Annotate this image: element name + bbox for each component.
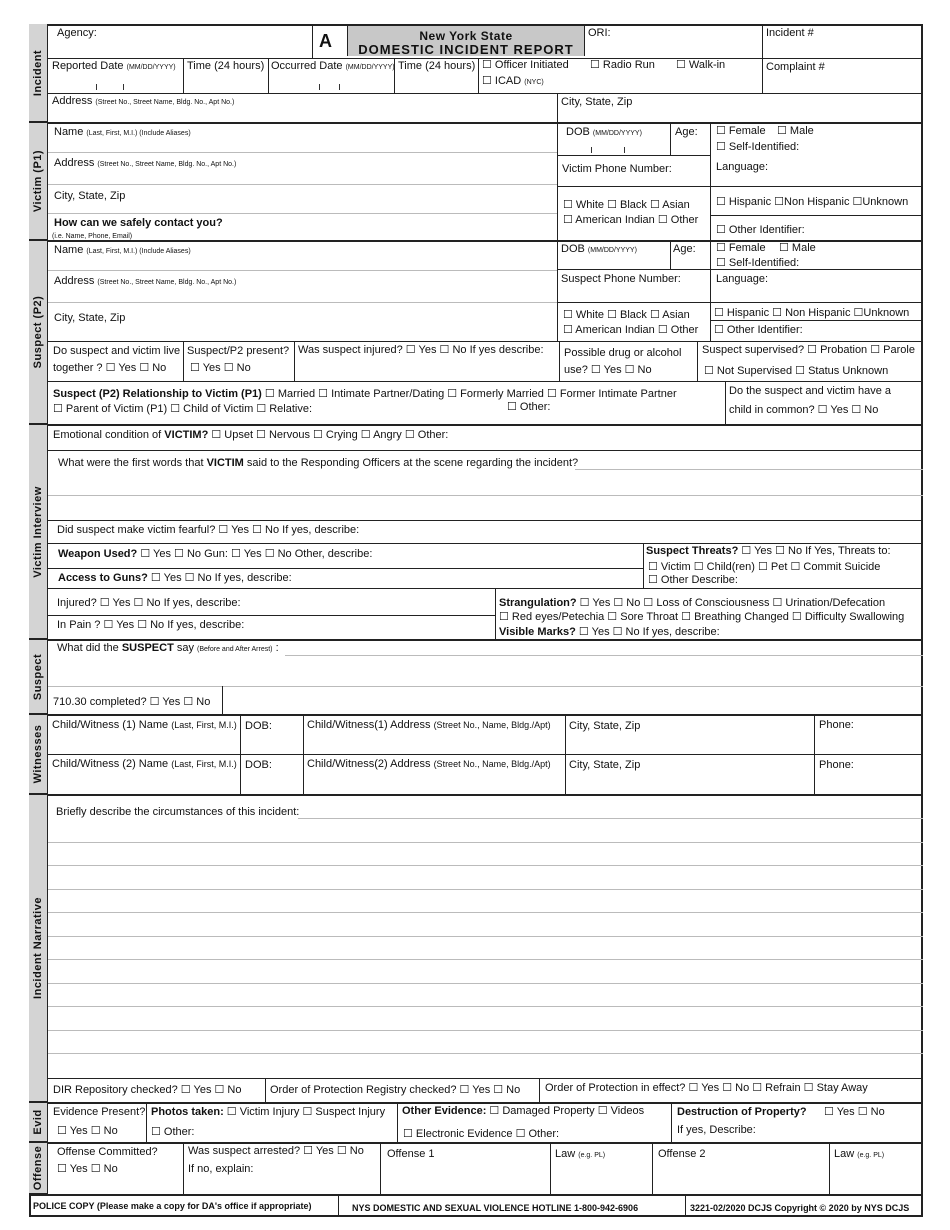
evidence-present-question: Evidence Present?: [53, 1106, 146, 1118]
suspect-present-question: Suspect/P2 present?: [187, 345, 290, 357]
victim-race-row1[interactable]: ☐ White ☐ Black ☐ Asian: [563, 199, 690, 211]
suspect-threats-row1[interactable]: Suspect Threats? ☐ Yes ☐ No If Yes, Threats to:: [646, 545, 891, 557]
side-label-offense: Offense: [29, 1143, 48, 1195]
suspect-present-checkboxes[interactable]: ☐ Yes ☐ No: [190, 362, 251, 374]
witness2-phone-field[interactable]: Phone:: [819, 759, 854, 771]
strangulation-row2[interactable]: ☐ Red eyes/Petechia ☐ Sore Throat ☐ Breathing Changed ☐ Difficulty Swallowing: [499, 611, 905, 623]
other-evidence-row2[interactable]: ☐ Electronic Evidence ☐ Other:: [403, 1128, 560, 1140]
law2-field[interactable]: Law (e.g. PL): [834, 1148, 885, 1160]
side-label-victim-interview: Victim Interview: [29, 425, 48, 640]
suspect-statement-field[interactable]: What did the SUSPECT say (Before and After Arrest) :: [57, 642, 279, 654]
victim-language-field[interactable]: Language:: [716, 161, 768, 173]
side-label-witnesses: Witnesses: [29, 715, 48, 795]
weapon-used-row[interactable]: Weapon Used? ☐ Yes ☐ No Gun: ☐ Yes ☐ No Other, describe:: [58, 548, 373, 560]
agency-field[interactable]: Agency:: [57, 27, 97, 39]
access-to-guns-row[interactable]: Access to Guns? ☐ Yes ☐ No If yes, describe:: [58, 572, 292, 584]
victim-self-identified-checkbox[interactable]: ☐ Self-Identified:: [716, 141, 800, 153]
side-label-suspect-statement: Suspect: [29, 640, 48, 715]
witness2-address-field[interactable]: Child/Witness(2) Address (Street No., Name, Bldg./Apt): [307, 758, 551, 770]
arrest-explain-field[interactable]: If no, explain:: [188, 1163, 254, 1175]
reported-date-field[interactable]: Reported Date (MM/DD/YYYY): [52, 60, 176, 72]
officer-initiated-checkbox[interactable]: ☐ Officer Initiated: [482, 59, 569, 71]
form-version-letter: A: [319, 31, 332, 51]
side-label-incident: Incident: [29, 24, 48, 123]
child-in-common-checkboxes[interactable]: child in common? ☐ Yes ☐ No: [729, 404, 879, 416]
victim-male-checkbox[interactable]: ☐ Male: [777, 125, 814, 137]
narrative-line: [48, 865, 923, 866]
victim-other-identifier[interactable]: ☐ Other Identifier:: [716, 224, 805, 236]
side-label-victim: Victim (P1): [29, 123, 48, 241]
suspect-dob-field[interactable]: DOB (MM/DD/YYYY): [561, 243, 637, 255]
reported-time-field[interactable]: Time (24 hours): [187, 60, 265, 72]
side-label-narrative: Incident Narrative: [29, 795, 48, 1103]
form-title-state: New York State: [419, 29, 513, 43]
suspect-race-row1[interactable]: ☐ White ☐ Black ☐ Asian: [563, 309, 690, 321]
footer-police-copy: POLICE COPY (Please make a copy for DA's office if appropriate): [33, 1201, 312, 1211]
suspect-female-checkbox[interactable]: ☐ Female: [716, 242, 766, 254]
drug-alcohol-checkboxes[interactable]: use? ☐ Yes ☐ No: [564, 364, 652, 376]
victim-pain-field[interactable]: In Pain ? ☐ Yes ☐ No If yes, describe:: [57, 619, 245, 631]
suspect-self-identified-checkbox[interactable]: ☐ Self-Identified:: [716, 257, 800, 269]
incident-city-field[interactable]: City, State, Zip: [561, 96, 633, 108]
drug-alcohol-question: Possible drug or alcohol: [564, 347, 682, 359]
section-710-completed[interactable]: 710.30 completed? ☐ Yes ☐ No: [53, 696, 211, 708]
suspect-threats-row3[interactable]: ☐ Other Describe:: [648, 574, 738, 586]
emotional-condition-row[interactable]: Emotional condition of VICTIM? ☐ Upset ☐ Nervous ☐ Crying ☐ Angry ☐ Other:: [53, 429, 449, 441]
suspect-race-row2[interactable]: ☐ American Indian ☐ Other: [563, 324, 699, 336]
evidence-present-checkboxes[interactable]: ☐ Yes ☐ No: [57, 1125, 118, 1137]
victim-dob-field[interactable]: DOB (MM/DD/YYYY): [566, 126, 642, 138]
suspect-threats-row2[interactable]: ☐ Victim ☐ Child(ren) ☐ Pet ☐ Commit Suicide: [648, 561, 881, 573]
suspect-male-checkbox[interactable]: ☐ Male: [779, 242, 816, 254]
live-together-question: Do suspect and victim live: [53, 345, 181, 357]
suspect-address-field[interactable]: Address (Street No., Street Name, Bldg. No., Apt No.): [54, 275, 237, 287]
footer-hotline: NYS DOMESTIC AND SEXUAL VIOLENCE HOTLINE 1-800-942-6906: [352, 1203, 639, 1213]
suspect-other-identifier[interactable]: ☐ Other Identifier:: [714, 324, 803, 336]
ori-field[interactable]: ORI:: [588, 27, 611, 39]
narrative-line: [48, 912, 923, 913]
victim-ethnicity-checkboxes[interactable]: ☐ Hispanic ☐Non Hispanic ☐Unknown: [716, 196, 909, 208]
victim-name-field[interactable]: Name (Last, First, M.I.) (Include Aliases): [54, 126, 191, 138]
suspect-phone-field[interactable]: Suspect Phone Number:: [561, 273, 681, 285]
child-in-common-question: Do the suspect and victim have a: [729, 385, 892, 397]
destruction-of-property-question: Destruction of Property?: [677, 1106, 807, 1118]
oop-in-effect[interactable]: Order of Protection in effect? ☐ Yes ☐ No ☐ Refrain ☐ Stay Away: [545, 1082, 868, 1094]
incident-address-field[interactable]: Address (Street No., Street Name, Bldg. No., Apt No.): [52, 95, 235, 107]
relationship-row1[interactable]: Suspect (P2) Relationship to Victim (P1) ☐ Married ☐ Intimate Partner/Dating ☐ Formerly Married ☐ Former Intimate Partner: [53, 388, 677, 400]
witness1-name-field[interactable]: Child/Witness (1) Name (Last, First, M.I.): [52, 719, 237, 731]
suspect-age-field[interactable]: Age:: [673, 243, 696, 255]
narrative-line: [298, 818, 923, 819]
side-label-evidence: Evid: [29, 1103, 48, 1143]
occurred-time-field[interactable]: Time (24 hours): [398, 60, 476, 72]
victim-female-checkbox[interactable]: ☐ Female: [716, 125, 766, 137]
narrative-line: [48, 889, 923, 890]
live-together-checkboxes[interactable]: together ? ☐ Yes ☐ No: [53, 362, 167, 374]
photos-other-checkbox[interactable]: ☐ Other:: [151, 1126, 195, 1138]
narrative-line: [48, 1053, 923, 1054]
witness1-dob-field[interactable]: DOB:: [245, 720, 272, 732]
victim-address-field[interactable]: Address (Street No., Street Name, Bldg. No., Apt No.): [54, 157, 237, 169]
law1-field[interactable]: Law (e.g. PL): [555, 1148, 606, 1160]
victim-phone-field[interactable]: Victim Phone Number:: [562, 163, 672, 175]
witness2-name-field[interactable]: Child/Witness (2) Name (Last, First, M.I.): [52, 758, 237, 770]
form-title: DOMESTIC INCIDENT REPORT: [358, 42, 574, 57]
victim-race-row2[interactable]: ☐ American Indian ☐ Other: [563, 214, 699, 226]
occurred-date-field[interactable]: Occurred Date (MM/DD/YYYY): [271, 60, 395, 72]
footer-copyright: 3221-02/2020 DCJS Copyright © 2020 by NYS DCJS: [690, 1203, 910, 1213]
side-label-suspect: Suspect (P2): [29, 241, 48, 425]
witness1-city-field[interactable]: City, State, Zip: [569, 720, 641, 732]
suspect-language-field[interactable]: Language:: [716, 273, 768, 285]
victim-city-field[interactable]: City, State, Zip: [54, 190, 126, 202]
other-evidence-row[interactable]: Other Evidence: ☐ Damaged Property ☐ Videos: [402, 1105, 645, 1117]
strangulation-row1[interactable]: Strangulation? ☐ Yes ☐ No ☐ Loss of Consciousness ☐ Urination/Defecation: [499, 597, 886, 609]
relationship-row2[interactable]: ☐ Parent of Victim (P1) ☐ Child of Victim ☐ Relative:: [53, 403, 313, 415]
suspect-supervised-row1[interactable]: Suspect supervised? ☐ Probation ☐ Parole: [702, 344, 915, 356]
narrative-line: [48, 959, 923, 960]
suspect-arrested-checkboxes[interactable]: Was suspect arrested? ☐ Yes ☐ No: [188, 1145, 364, 1157]
offense-committed-checkboxes[interactable]: ☐ Yes ☐ No: [57, 1163, 118, 1175]
victim-injured-field[interactable]: Injured? ☐ Yes ☐ No If yes, describe:: [57, 597, 241, 609]
suspect-injured-field[interactable]: Was suspect injured? ☐ Yes ☐ No If yes describe:: [298, 344, 544, 356]
radio-run-checkbox[interactable]: ☐ Radio Run: [590, 59, 655, 71]
first-words-field[interactable]: What were the first words that VICTIM said to the Responding Officers at the scene regarding the incident?: [58, 457, 579, 469]
witness2-city-field[interactable]: City, State, Zip: [569, 759, 641, 771]
witness2-dob-field[interactable]: DOB:: [245, 759, 272, 771]
dir-repository-checked[interactable]: DIR Repository checked? ☐ Yes ☐ No: [53, 1084, 242, 1096]
narrative-line: [48, 983, 923, 984]
visible-marks-row[interactable]: Visible Marks? ☐ Yes ☐ No If yes, describe:: [499, 626, 720, 638]
suspect-city-field[interactable]: City, State, Zip: [54, 312, 126, 324]
suspect-ethnicity-checkboxes[interactable]: ☐ Hispanic ☐ Non Hispanic ☐Unknown: [714, 307, 910, 319]
suspect-supervised-row2[interactable]: ☐ Not Supervised ☐ Status Unknown: [704, 365, 889, 377]
offense-committed-question: Offense Committed?: [57, 1146, 158, 1158]
offense2-field[interactable]: Offense 2: [658, 1148, 706, 1160]
suspect-name-field[interactable]: Name (Last, First, M.I.) (Include Aliases): [54, 244, 191, 256]
witness1-phone-field[interactable]: Phone:: [819, 719, 854, 731]
victim-fearful-field[interactable]: Did suspect make victim fearful? ☐ Yes ☐ No If yes, describe:: [57, 524, 360, 536]
destruction-describe-field[interactable]: If yes, Describe:: [677, 1124, 756, 1136]
oop-registry-checked[interactable]: Order of Protection Registry checked? ☐ Yes ☐ No: [270, 1084, 521, 1096]
complaint-number-field[interactable]: Complaint #: [766, 61, 825, 73]
narrative-line: [48, 842, 923, 843]
narrative-line: [48, 936, 923, 937]
relationship-other[interactable]: ☐ Other:: [507, 401, 551, 413]
narrative-line: [48, 1006, 923, 1007]
icad-checkbox[interactable]: ☐ ICAD (NYC): [482, 75, 544, 87]
narrative-line: [48, 1030, 923, 1031]
narrative-prompt: Briefly describe the circumstances of this incident:: [56, 806, 300, 818]
walk-in-checkbox[interactable]: ☐ Walk-in: [676, 59, 726, 71]
victim-safe-contact-hint: (i.e. Name, Phone, Email): [52, 233, 133, 240]
offense1-field[interactable]: Offense 1: [387, 1148, 435, 1160]
photos-taken-row[interactable]: Photos taken: ☐ Victim Injury ☐ Suspect Injury: [151, 1106, 386, 1118]
incident-number-field[interactable]: Incident #: [766, 27, 814, 39]
victim-age-field[interactable]: Age:: [675, 126, 698, 138]
destruction-of-property-checkboxes[interactable]: ☐ Yes ☐ No: [824, 1106, 885, 1118]
witness1-address-field[interactable]: Child/Witness(1) Address (Street No., Name, Bldg./Apt): [307, 719, 551, 731]
form-title-box: [347, 26, 585, 56]
victim-safe-contact-field[interactable]: How can we safely contact you?: [54, 217, 223, 229]
